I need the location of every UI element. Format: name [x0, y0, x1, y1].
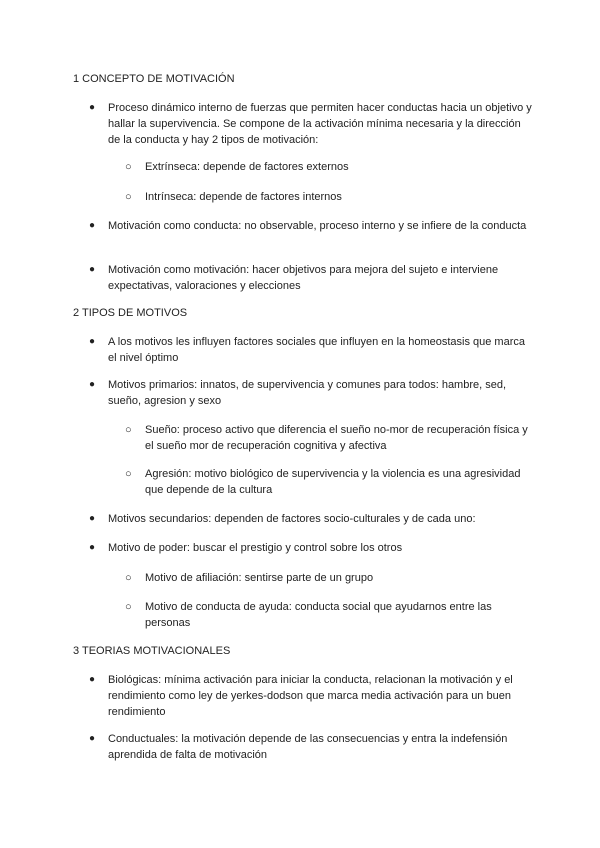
sub-list-item: ○ Motivo de afiliación: sentirse parte de un grupo: [125, 572, 374, 584]
list-item: ● Motivos secundarios: dependen de factores socio-culturales y de cada uno:: [89, 513, 476, 525]
circle-bullet-icon: ○: [125, 601, 132, 613]
bullet-icon: ●: [89, 264, 96, 275]
section-title-teorias: 3 TEORIAS MOTIVACIONALES: [73, 645, 231, 657]
circle-bullet-icon: ○: [125, 572, 132, 584]
bullet-icon: ●: [89, 513, 96, 524]
list-item: ● A los motivos les influyen factores sociales que influyen en la homeostasis que marca el nivel óptimo: [89, 336, 525, 364]
list-item: ● Motivos primarios: innatos, de supervivencia y comunes para todos: hambre, sed, sueño, agresion y sexo: [89, 379, 507, 407]
sub-list-item: ○ Sueño: proceso activo que diferencia el sueño no-mor de recuperación física y el sueño mor de recuperación cognitiva y afectiva: [125, 424, 528, 452]
list-item: ● Biológicas: mínima activación para iniciar la conducta, relacionan la motivación y el rendimiento como ley de yerkes-dodson que marca media activación para un buen rendimiento: [89, 674, 513, 718]
section-title-tipos: 2 TIPOS DE MOTIVOS: [73, 307, 188, 319]
bullet-icon: ●: [89, 542, 96, 553]
list-item: ● Conductuales: la motivación depende de las consecuencias y entra la indefensión aprendida de falta de motivación: [89, 733, 508, 761]
circle-bullet-icon: ○: [125, 424, 132, 436]
list-item: ● Motivación como motivación: hacer objetivos para mejora del sujeto e interviene expectativas, valoraciones y elecciones: [89, 264, 499, 292]
circle-bullet-icon: ○: [125, 468, 132, 480]
sub-list-item: ○ Motivo de conducta de ayuda: conducta social que ayudarnos entre las personas: [125, 601, 492, 629]
list-item: ● Motivación como conducta: no observable, proceso interno y se infiere de la conducta: [89, 220, 527, 232]
bullet-icon: ●: [89, 220, 96, 231]
bullet-icon: ●: [89, 336, 96, 347]
circle-bullet-icon: ○: [125, 161, 132, 173]
bullet-icon: ●: [89, 733, 96, 744]
bullet-icon: ●: [89, 674, 96, 685]
bullet-icon: ●: [89, 379, 96, 390]
sub-list-item: ○ Intrínseca: depende de factores internos: [125, 191, 342, 203]
list-item: ● Proceso dinámico interno de fuerzas que permiten hacer conductas hacia un objetivo y hallar la supervivencia. Se compone de la activación mínima necesaria y la dirección de la conducta y hay 2 tipos de motivación:: [89, 102, 532, 146]
section-title-concepto: 1 CONCEPTO DE MOTIVACIÓN: [73, 73, 235, 85]
list-item: ● Motivo de poder: buscar el prestigio y control sobre los otros: [89, 542, 403, 554]
sub-list-item: ○ Agresión: motivo biológico de supervivencia y la violencia es una agresividad que depende de la cultura: [125, 468, 521, 496]
bullet-icon: ●: [89, 102, 96, 113]
circle-bullet-icon: ○: [125, 191, 132, 203]
sub-list-item: ○ Extrínseca: depende de factores externos: [125, 161, 349, 173]
